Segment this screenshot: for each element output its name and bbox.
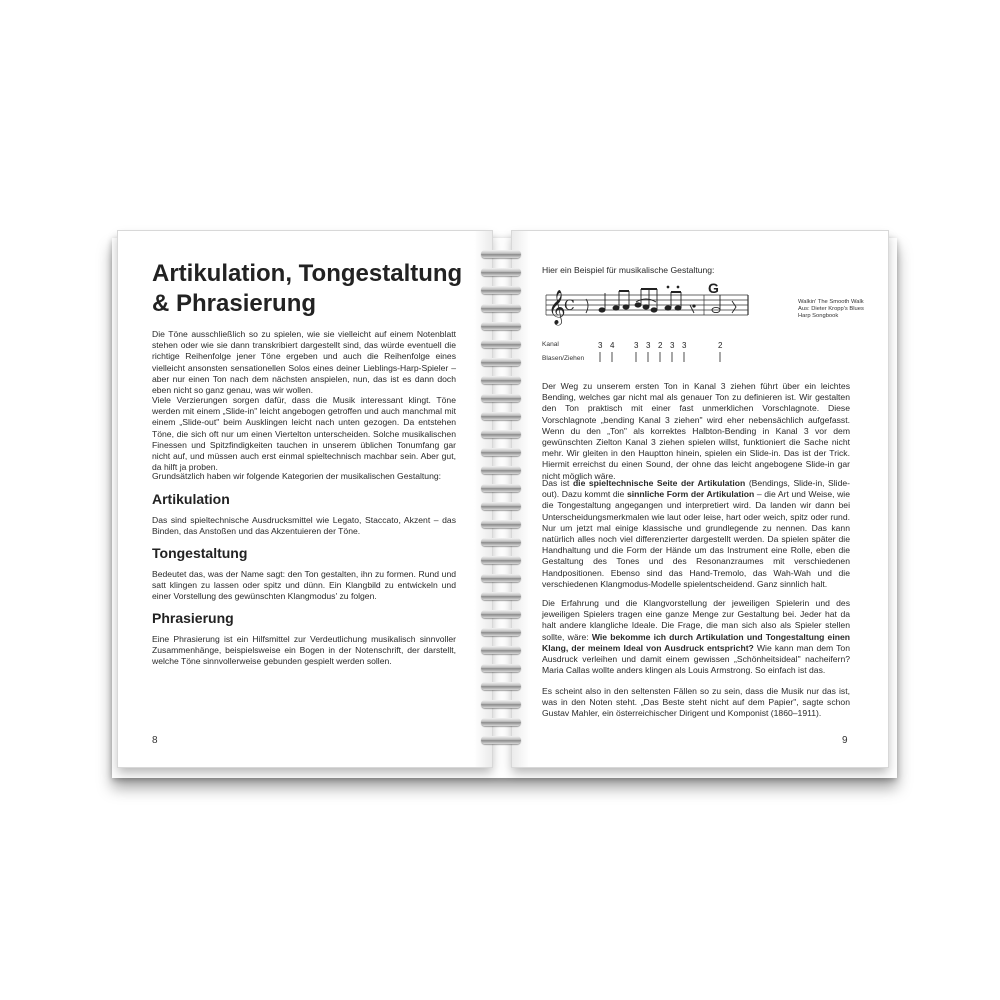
binding-ring — [481, 466, 521, 474]
tab-number: 3 — [646, 341, 651, 350]
text-phrasierung: Eine Phrasierung ist ein Hilfsmittel zur Verdeutlichung musikalisch sinnvoller Zusammenhänge, beispielsweise ein Bogen in der Notenschrift, der darstellt, welche Töne sinnvollerweise gebunden gespielt werden sollen. — [152, 634, 456, 667]
tab-number: 2 — [658, 341, 663, 350]
tab-number: 3 — [682, 341, 687, 350]
binding-ring — [481, 250, 521, 258]
chord-symbol: G — [708, 283, 719, 296]
heading-artikulation: Artikulation — [152, 491, 230, 507]
credit-line-1: Walkin' The Smooth Walk — [798, 299, 864, 305]
example-intro: Hier ein Beispiel für musikalische Gestaltung: — [542, 265, 715, 275]
paragraph-bending: Der Weg zu unserem ersten Ton in Kanal 3 ziehen führt über ein leichtes Bending, welches gar nicht mal als genauer Ton zu definieren ist. Wir gestalten den Ton praktisch mit einer fast unmerklichen Vorschlagnote. Diese Vorschlagnote „bending Kanal 3 ziehen" wird eher nebensächlich aufgefasst. Wenn du den „Ton" als korrektes Halbton-Bending in Kanal 3 vor dem gewünschten Zielton Kanal 3 ziehen spielen willst, funktioniert die Sache nicht mehr. Wir gleiten in den Hauptton hinein, spielen ein Slide-in. Das ist der Trick. Hiermit erreichst du einen Sound, der ohne das leicht angebogene Slide-in gar nicht möglich wäre. — [542, 381, 850, 481]
label-blow-draw: Blasen/Ziehen — [542, 355, 585, 362]
paragraph-erfahrung — [542, 598, 850, 676]
binding-ring — [481, 448, 521, 456]
binding-ring — [481, 592, 521, 600]
tab-arrows — [542, 351, 742, 365]
bold-phrase: sinnliche Form der Artikulation — [626, 489, 755, 500]
binding-ring — [481, 646, 521, 654]
tab-number: 2 — [718, 341, 723, 350]
binding-ring — [481, 430, 521, 438]
bold-phrase: die spieltechnische Seite der Artikulation — [572, 478, 746, 488]
music-notation — [542, 283, 862, 375]
heading-phrasierung: Phrasierung — [152, 610, 234, 626]
binding-ring — [481, 376, 521, 384]
binding-ring — [481, 286, 521, 294]
binding-ring — [481, 664, 521, 672]
spiral-binding — [478, 246, 528, 758]
binding-ring — [481, 340, 521, 348]
binding-ring — [481, 556, 521, 564]
page-number-left: 8 — [152, 735, 158, 746]
binding-ring — [481, 700, 521, 708]
time-signature-icon: C — [564, 298, 575, 314]
binding-ring — [481, 736, 521, 744]
tab-number: 3 — [634, 341, 639, 350]
paragraph-kategorien: Grundsätzlich haben wir folgende Kategorien der musikalischen Gestaltung: — [152, 471, 442, 481]
text-artikulation: Das sind spieltechnische Ausdrucksmittel wie Legato, Staccato, Akzent – das Binden, das Anstoßen und das Akzentuieren der Töne. — [152, 515, 456, 537]
text-fragment: – die Art und Weise, wie die Tongestaltung angegangen und interpretiert wird. Da landen wir dann bei Unterscheidungsmerkmalen wie laut oder leise, hart oder weich, spitz oder rund. Nur um jetzt mal einige klassische und grundlegende zu nennen. Das kann natürlich alles noch viel differenzierter dargestellt werden. Da spielen später die Handhaltung und die Form der Hände um das Instrument eine Rolle, eben die Gestaltung des Tones und des Resonanzraumes mit verschiedenen Handpositionen. Ebenso sind das Hand-Tremolo, das Wah-Wah und die verschiedenen Klangmodus-Modelle spielentscheidend. Ganz sinnlich halt. — [542, 489, 851, 589]
page-title: Artikulation, Tongestaltung & Phrasierung — [152, 260, 463, 317]
page-number-right: 9 — [842, 735, 848, 746]
binding-ring — [481, 610, 521, 618]
notation-credit — [798, 299, 888, 320]
binding-ring — [481, 394, 521, 402]
binding-ring — [481, 358, 521, 366]
paragraph-verzierungen: Viele Verzierungen sorgen dafür, dass die Musik interessant klingt. Töne werden mit einem „Slide-in" leicht angebogen getroffen und auch manchmal mit einem „Slide-out" beim Ausklingen leicht nach unten gezogen. Da entstehen Töne, die sich oft nur um einen Viertelton unterscheiden. Solche musikalischen Finessen und Spitzfindigkeiten tauchen in unserem üblichen Tonumfang gar nicht auf, und müssen auch erst einmal spieltechnisch machbar sein. Aber gut, da hilft ja proben. — [152, 395, 456, 473]
paragraph-mahler: Es scheint also in den seltensten Fällen so zu sein, dass die Musik nur das ist, was in den Noten steht. „Das Beste steht nicht auf dem Papier", sagte schon Gustav Mahler, ein österreichischer Dirigent und Komponist (1860–1911). — [542, 686, 850, 719]
text-fragment: Das ist — [542, 478, 573, 488]
binding-ring — [481, 574, 521, 582]
binding-ring — [481, 520, 521, 528]
binding-ring — [481, 538, 521, 546]
binding-ring — [481, 304, 521, 312]
paragraph-artikulation — [542, 478, 850, 590]
bold-question: Wie bekomme ich durch Artikulation und Tongestaltung einen Klang, der meinem Ideal von Ausdruck entspricht? — [542, 631, 850, 653]
right-page — [512, 231, 888, 767]
binding-ring — [481, 322, 521, 330]
treble-clef-icon: 𝄞 — [548, 290, 566, 325]
intro-paragraph: Die Töne ausschließlich so zu spielen, wie sie vielleicht auf einem Notenblatt stehen oder wie sie dann transkribiert dargestellt sind, das würde eventuell die richtige Reihenfolge jener Töne ergeben und auch die Reihenfolge eines vielleicht ansonsten sensationellen Solos eines deiner Lieblings-Harp-Spieler – aber nur einen Ton nach dem nächsten anspielen, nun, das ist es dann doch eben nicht so ganz genau, was wir wollen. — [152, 329, 456, 396]
heading-tongestaltung: Tongestaltung — [152, 545, 248, 561]
text-fragment: (Bendings, Slide-in, Slide-out). Dazu kommt die — [542, 478, 850, 500]
staff-svg — [542, 283, 792, 343]
credit-line-3: Harp Songbook — [798, 313, 839, 319]
tab-number: 3 — [598, 341, 603, 350]
left-page — [118, 231, 492, 767]
text-fragment: Die Erfahrung und die Klangvorstellung der jeweiligen Spielerin und des jeweiligen Spielers tragen eine ganze Menge zur Gestaltung bei. Jeder hat da halt andere klangliche Ideale. Die Frage, die man sich also als Spieler stellen sollte, wäre: — [542, 598, 850, 642]
binding-ring — [481, 628, 521, 636]
binding-ring — [481, 718, 521, 726]
credit-line-2: Aus: Dieter Kropp's Blues — [798, 306, 864, 312]
tab-number: 4 — [610, 341, 615, 350]
binding-ring — [481, 682, 521, 690]
binding-ring — [481, 484, 521, 492]
binding-ring — [481, 412, 521, 420]
binding-ring — [481, 268, 521, 276]
binding-ring — [481, 502, 521, 510]
tab-number: 3 — [670, 341, 675, 350]
label-channel: Kanal — [542, 341, 559, 348]
text-fragment: Wie kann man dem Ton Ausdruck verleihen und damit einem gewissen „Schönheitsideal" nacheifern? Maria Callas wollte anders klingen als Louis Armstrong. So einfach ist das. — [542, 642, 850, 676]
text-tongestaltung: Bedeutet das, was der Name sagt: den Ton gestalten, ihn zu formen. Rund und satt klingen zu lassen oder spitz und dünn. Ein Klangbild zu entwickeln und einer Vorstellung des gewünschten Klangmodus' zu folgen. — [152, 569, 456, 602]
